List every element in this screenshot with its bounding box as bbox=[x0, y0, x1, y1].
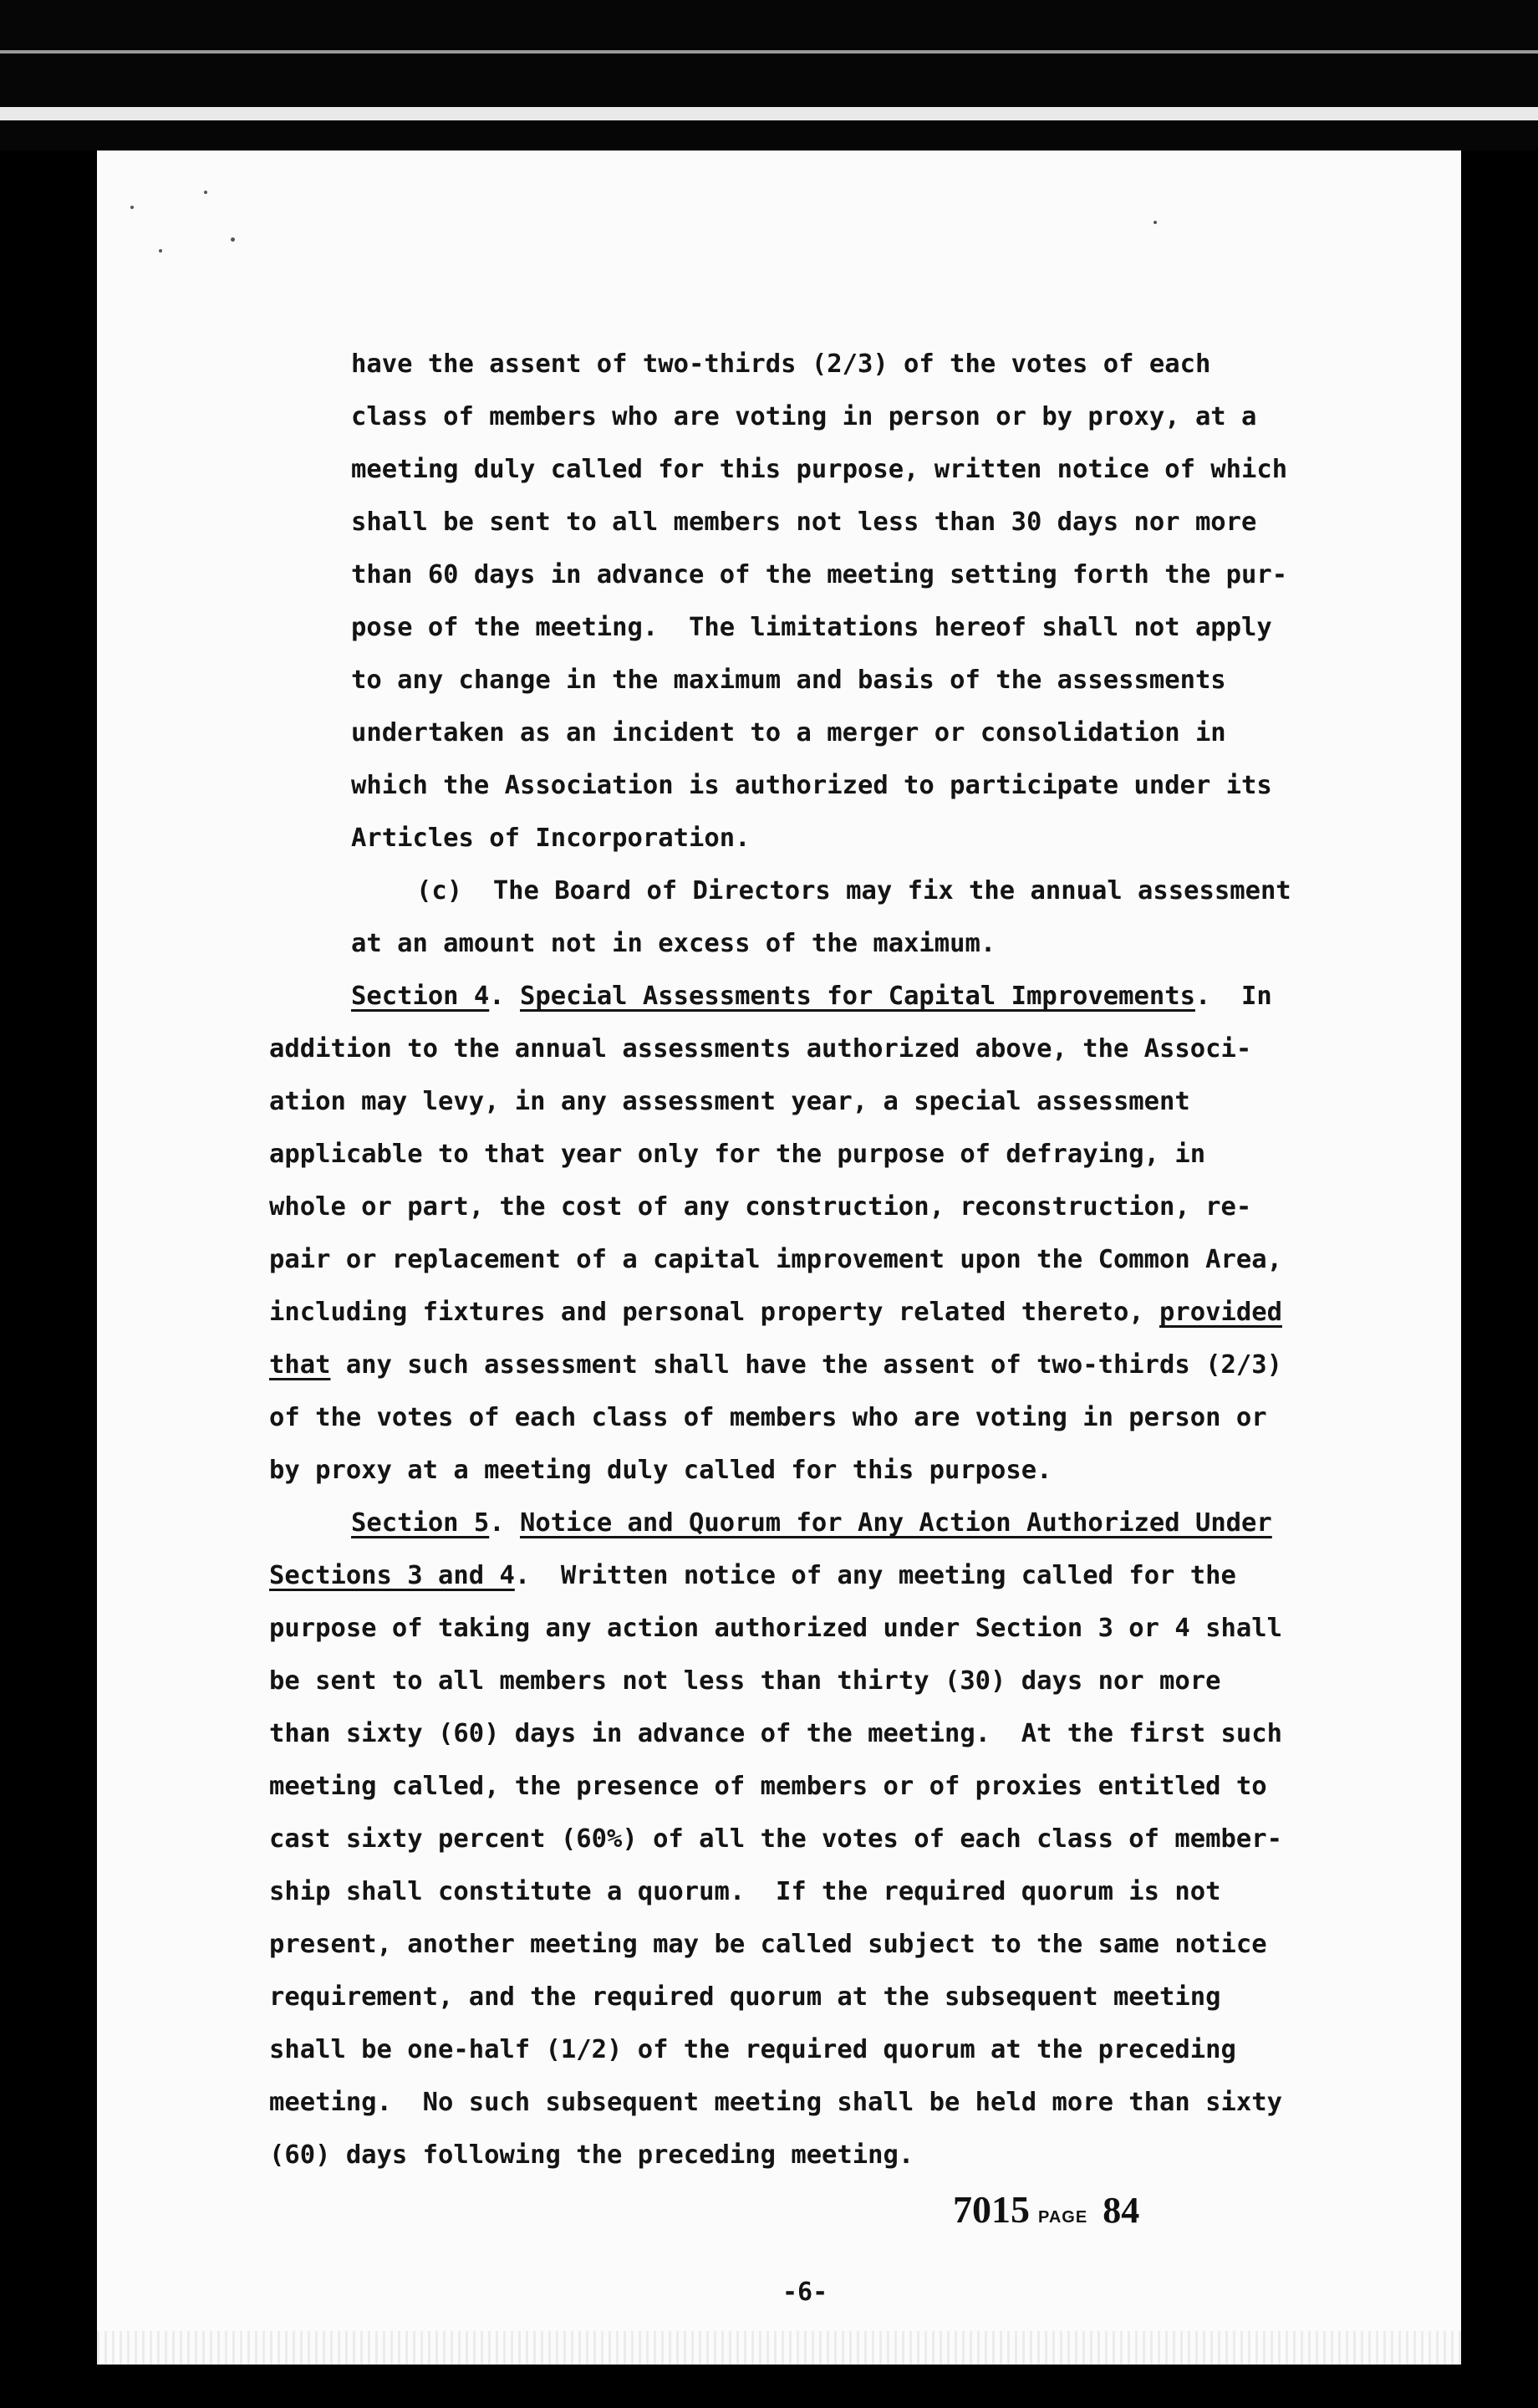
text-line: Articles of Incorporation. bbox=[351, 824, 751, 853]
text-line: ship shall constitute a quorum. If the required quorum is not bbox=[269, 1877, 1221, 1906]
text-line: than 60 days in advance of the meeting setting forth the pur- bbox=[351, 560, 1288, 589]
text-line: requirement, and the required quorum at the subsequent meeting bbox=[269, 1982, 1221, 2012]
text-line: at an amount not in excess of the maximum. bbox=[351, 929, 996, 958]
text-line: shall be sent to all members not less than 30 days nor more bbox=[351, 508, 1257, 537]
document-page bbox=[97, 150, 1461, 2365]
text-line: than sixty (60) days in advance of the meeting. At the first such bbox=[269, 1719, 1282, 1748]
book-page-stamp bbox=[953, 2187, 1139, 2232]
scan-speck bbox=[130, 206, 134, 209]
section-5-heading-line: Section 5. Notice and Quorum for Any Action Authorized Under bbox=[351, 1508, 1272, 1538]
text-line: to any change in the maximum and basis of the assessments bbox=[351, 666, 1226, 695]
page-label: PAGE bbox=[1038, 2208, 1088, 2227]
section-5-title: Notice and Quorum for Any Action Authorized Under bbox=[520, 1508, 1272, 1538]
page-number: -6- bbox=[782, 2278, 828, 2307]
scan-speck bbox=[159, 249, 162, 253]
text-line: Sections 3 and 4. Written notice of any meeting called for the bbox=[269, 1561, 1236, 1590]
section-4-heading-rest: In bbox=[1210, 982, 1272, 1011]
scan-top-band bbox=[0, 0, 1538, 150]
section-5-label: Section 5 bbox=[351, 1508, 490, 1538]
stamp-page-number: 84 bbox=[1103, 2190, 1140, 2231]
text-line: be sent to all members not less than thirty (30) days nor more bbox=[269, 1666, 1221, 1696]
text-line: pair or replacement of a capital improvement upon the Common Area, bbox=[269, 1245, 1282, 1274]
section-4-title: Special Assessments for Capital Improvements bbox=[520, 982, 1195, 1011]
text-line: applicable to that year only for the purpose of defraying, in bbox=[269, 1140, 1206, 1169]
text-line: have the assent of two-thirds (2/3) of the votes of each bbox=[351, 349, 1211, 379]
text-line: shall be one-half (1/2) of the required quorum at the preceding bbox=[269, 2035, 1236, 2064]
text-line: (c) The Board of Directors may fix the annual assessment bbox=[416, 876, 1291, 906]
scan-speck bbox=[231, 237, 235, 242]
text-run: including fixtures and personal property related thereto, bbox=[269, 1298, 1160, 1327]
text-line: addition to the annual assessments authorized above, the Associ- bbox=[269, 1034, 1252, 1064]
text-line: meeting duly called for this purpose, written notice of which bbox=[351, 455, 1288, 484]
text-line: cast sixty percent (60%) of all the votes of each class of member- bbox=[269, 1824, 1282, 1854]
text-line: present, another meeting may be called subject to the same notice bbox=[269, 1930, 1267, 1959]
text-line: pose of the meeting. The limitations hereof shall not apply bbox=[351, 613, 1272, 642]
text-line bbox=[269, 1349, 1282, 1382]
scan-top-rule bbox=[0, 107, 1538, 120]
text-line: (60) days following the preceding meeting. bbox=[269, 2140, 914, 2170]
text-line: undertaken as an incident to a merger or consolidation in bbox=[351, 718, 1226, 747]
text-line: which the Association is authorized to participate under its bbox=[351, 771, 1272, 800]
section-5-title-cont: Sections 3 and 4 bbox=[269, 1561, 515, 1590]
text-line: of the votes of each class of members who are voting in person or bbox=[269, 1403, 1267, 1432]
text-line: class of members who are voting in person or by proxy, at a bbox=[351, 402, 1257, 431]
book-number: 7015 bbox=[953, 2188, 1030, 2231]
text-line: purpose of taking any action authorized under Section 3 or 4 shall bbox=[269, 1614, 1282, 1643]
text-run: Written notice of any meeting called for the bbox=[530, 1561, 1236, 1590]
text-run: any such assessment shall have the assent of two-thirds (2/3) bbox=[330, 1350, 1282, 1380]
section-4-label: Section 4 bbox=[351, 982, 490, 1011]
that-term: that bbox=[269, 1350, 331, 1380]
provided-term: provided bbox=[1159, 1298, 1282, 1327]
scan-noise bbox=[97, 2331, 1461, 2365]
text-line: meeting called, the presence of members or of proxies entitled to bbox=[269, 1772, 1267, 1801]
scan-top-line bbox=[0, 50, 1538, 54]
text-line: meeting. No such subsequent meeting shall be held more than sixty bbox=[269, 2088, 1282, 2117]
text-line bbox=[269, 1296, 1282, 1329]
text-line: ation may levy, in any assessment year, a special assessment bbox=[269, 1087, 1190, 1116]
text-line: whole or part, the cost of any construction, reconstruction, re- bbox=[269, 1192, 1252, 1222]
text-line: by proxy at a meeting duly called for this purpose. bbox=[269, 1456, 1052, 1485]
scan-speck bbox=[1154, 221, 1157, 224]
section-4-heading-line: Section 4. Special Assessments for Capital Improvements. In bbox=[351, 982, 1272, 1011]
scan-speck bbox=[204, 191, 207, 194]
